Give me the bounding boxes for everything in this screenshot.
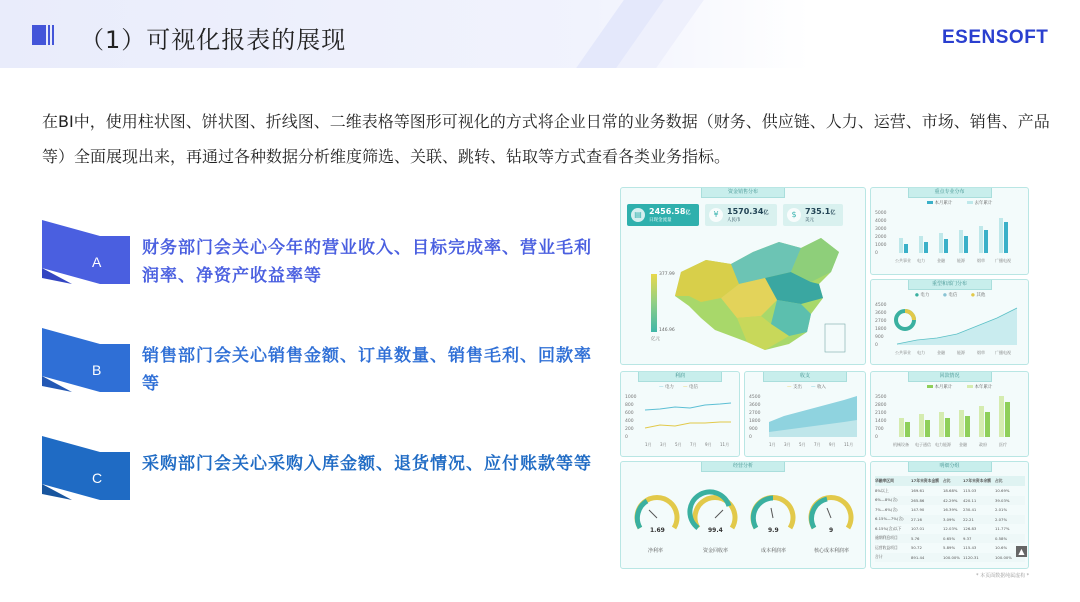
table-cell: 100.00%	[943, 554, 960, 560]
gauge-panel: 经营分析 1.69 净利率 99.4 资金回收率 9.9 成本利润率 9 核心成本利润率	[620, 461, 866, 569]
svg-text:2100: 2100	[875, 411, 887, 416]
page-title: （1）可视化报表的展现	[80, 26, 347, 54]
svg-text:电子通信: 电子通信	[915, 442, 931, 447]
table-cell: 0.58%	[995, 535, 1008, 541]
kpi-usd: $ 735.1亿 美元	[783, 204, 843, 226]
detail-table: 华融率区间 17年末资本金额 占比 17年末资本余额 占比 8%以上 169.61 18.68% 115.03 10.69% 6%—8%(含) 265.86 42.29% 420.11 39.03% 7%—6%(含) 147.90 16.39% 230.41 2.01% 6.15%—7%(含) 27.16 3.09% 22.21 2.07% 6.15%(含)以下 107.01 12.03% 126.83 11.77% 逾期利息项目 5.76 0.65% 9.37 0.58% 运营收益项目 50.72 5.89% 115.43 10.6% 合计 891.44 100.00% 1120.31 100.00%	[875, 476, 1025, 562]
svg-text:9月: 9月	[705, 442, 712, 447]
area-chart	[875, 300, 1025, 362]
svg-text:4000: 4000	[875, 219, 887, 224]
table-cell: 1120.31	[963, 554, 979, 560]
svg-text:4500: 4500	[749, 395, 761, 400]
table-cell: 50.72	[911, 545, 922, 551]
table-cell: 12.03%	[943, 526, 958, 532]
table-cell: 2.01%	[995, 507, 1008, 513]
table-row	[875, 515, 1025, 525]
table-panel: 明细分组 华融率区间 17年末资本金额 占比 17年末资本余额 占比 8%以上 169.61 18.68% 115.03 10.69% 6%—8%(含) 265.86 42.29% 420.11 39.03% 7%—6%(含) 147.90 16.39% 230.41 2.01% 6.15%—7%(含) 27.16 3.09% 22.21 2.07% 6.15%(含)以下 107.01 12.03% 126.83 11.77% 逾期利息项目 5.76 0.65% 9.37 0.58% 运营收益项目 50.72 5.89% 115.43 10.6% 合计 891.44 100.00% 1120.31 100.00%	[870, 461, 1029, 569]
table-row	[875, 553, 1025, 563]
svg-text:核心成本利润率: 核心成本利润率	[814, 548, 850, 554]
table-cell: 11.77%	[995, 526, 1010, 532]
ribbon-c: C	[42, 436, 130, 490]
table-cell: 147.90	[911, 507, 925, 513]
svg-text:广播电视: 广播电视	[995, 258, 1011, 263]
svg-text:9.9: 9.9	[768, 527, 779, 534]
svg-text:0: 0	[625, 435, 628, 440]
svg-text:1400: 1400	[875, 419, 887, 424]
collect-panel: 回款情况 本月累计 本年累计 3500 2800 2100 1400 700 0 机械设备 电子通信 电力能源 金融 政府 医疗	[870, 371, 1029, 457]
svg-text:医疗: 医疗	[999, 442, 1007, 447]
svg-text:广播电视: 广播电视	[995, 350, 1011, 355]
svg-text:4500: 4500	[875, 303, 887, 308]
gauge-row	[627, 484, 859, 564]
scroll-to-top-button[interactable]: ▲	[1016, 546, 1027, 557]
svg-text:7月: 7月	[814, 442, 821, 447]
svg-text:机械设备: 机械设备	[893, 442, 909, 447]
svg-text:9: 9	[829, 527, 834, 534]
svg-text:0: 0	[749, 435, 752, 440]
income-panel: 收支 — 支出 — 收入 4500 3600 2700 1800 900 0 1月 3月 5月 7月 9月 11月	[744, 371, 866, 457]
table-row	[875, 505, 1025, 515]
wallet-icon: ▤	[631, 208, 645, 222]
table-cell: 合计	[875, 554, 883, 560]
svg-text:电力能源: 电力能源	[935, 442, 951, 447]
table-row	[875, 534, 1025, 544]
svg-text:2700: 2700	[749, 411, 761, 416]
svg-text:公共事业: 公共事业	[895, 258, 911, 263]
table-cell: 265.86	[911, 497, 925, 503]
svg-text:900: 900	[875, 335, 884, 340]
table-cell: 8%以上	[875, 487, 889, 493]
svg-text:3500: 3500	[875, 395, 887, 400]
table-cell: 6%—8%(含)	[875, 497, 898, 503]
table-cell: 运营收益项目	[875, 544, 898, 550]
svg-text:1000: 1000	[875, 243, 887, 248]
dashboard-screenshot	[620, 187, 1028, 569]
area-panel: 重型和部门分布 ● 电力 ● 电信 ● 其他 4500 3600 2700 1800 900 0 公共事业 电力 金融 能源 烟草 广播电视	[870, 279, 1029, 365]
table-row	[875, 496, 1025, 506]
profit-panel: 利润 — 电力 — 电信 1000 800 600 400 200 0 1月 3月 5月 7月 9月 11月	[620, 371, 740, 457]
table-cell: 18.68%	[943, 488, 958, 494]
svg-text:0: 0	[875, 251, 878, 256]
svg-text:900: 900	[749, 427, 758, 432]
svg-text:2700: 2700	[875, 319, 887, 324]
svg-text:烟草: 烟草	[977, 258, 985, 263]
svg-text:1月: 1月	[645, 442, 652, 447]
table-cell: 115.03	[963, 488, 977, 494]
table-cell: 891.44	[911, 554, 925, 560]
svg-text:400: 400	[625, 419, 634, 424]
svg-text:1800: 1800	[875, 327, 887, 332]
svg-text:2000: 2000	[875, 235, 887, 240]
table-cell: 107.01	[911, 526, 925, 532]
svg-text:99.4: 99.4	[708, 527, 723, 534]
table-cell: 169.61	[911, 488, 925, 494]
svg-text:净利率: 净利率	[648, 548, 664, 554]
svg-text:资金回收率: 资金回收率	[703, 548, 729, 554]
table-cell: 0.65%	[943, 535, 956, 541]
svg-text:2800: 2800	[875, 403, 887, 408]
section-marker-icon	[32, 25, 54, 45]
bar-chart	[875, 208, 1025, 270]
svg-text:600: 600	[625, 411, 634, 416]
svg-text:1800: 1800	[749, 419, 761, 424]
svg-text:3000: 3000	[875, 227, 887, 232]
svg-text:700: 700	[875, 427, 884, 432]
bar-panel: 重点专业分布 本月累计 去年累计 5000 4000 3000 2000 1000 0 公共事业 电力 金融 能源 烟草 广播电视	[870, 187, 1029, 275]
svg-text:1.69: 1.69	[650, 527, 665, 534]
profit-line-chart	[625, 392, 737, 454]
table-cell: 115.43	[963, 545, 977, 551]
svg-text:200: 200	[625, 427, 634, 432]
table-cell: 逾期利息项目	[875, 535, 898, 541]
table-row	[875, 524, 1025, 534]
table-cell: 5.89%	[943, 545, 956, 551]
svg-text:能源: 能源	[957, 258, 965, 263]
item-text-a: 财务部门会关心今年的营业收入、目标完成率、营业毛利润率、净资产收益率等	[142, 238, 592, 286]
table-cell: 2.07%	[995, 516, 1008, 522]
table-cell: 22.21	[963, 516, 974, 522]
yen-icon: ¥	[709, 208, 723, 222]
table-cell: 10.6%	[995, 545, 1008, 551]
kpi-cash: ▤ 2456.58亿 日现金流量	[627, 204, 699, 226]
svg-text:0: 0	[875, 435, 878, 440]
collect-bar-chart	[875, 392, 1025, 454]
svg-text:5000: 5000	[875, 211, 887, 216]
svg-text:1月: 1月	[769, 442, 776, 447]
table-cell: 230.41	[963, 507, 977, 513]
table-cell: 10.69%	[995, 488, 1010, 494]
svg-text:金融: 金融	[937, 350, 945, 355]
svg-text:800: 800	[625, 403, 634, 408]
svg-text:成本利润率: 成本利润率	[761, 548, 787, 554]
svg-text:5月: 5月	[675, 442, 682, 447]
svg-text:9月: 9月	[829, 442, 836, 447]
svg-text:公共事业: 公共事业	[895, 350, 911, 355]
table-cell: 7%—6%(含)	[875, 506, 898, 512]
ribbon-b: B	[42, 328, 130, 382]
brand-logo: ESENSOFT	[942, 27, 1049, 48]
kpi-rmb: ¥ 1570.34亿 人民币	[705, 204, 777, 226]
svg-text:11月: 11月	[844, 442, 854, 447]
table-cell: 6.15%—7%(含)	[875, 516, 904, 522]
svg-text:0: 0	[875, 343, 878, 348]
map-legend	[651, 274, 657, 332]
table-cell: 9.37	[963, 535, 972, 541]
svg-text:3600: 3600	[749, 403, 761, 408]
svg-text:5月: 5月	[799, 442, 806, 447]
table-cell: 42.29%	[943, 497, 958, 503]
item-text-b: 销售部门会关心销售金额、订单数量、销售毛利、回款率等	[142, 346, 592, 394]
svg-text:金融: 金融	[959, 442, 967, 447]
table-row	[875, 543, 1025, 553]
svg-text:政府: 政府	[979, 442, 987, 447]
table-cell: 126.83	[963, 526, 977, 532]
table-cell: 39.03%	[995, 497, 1010, 503]
svg-text:1000: 1000	[625, 395, 637, 400]
intro-paragraph: 在BI中，使用柱状图、饼状图、折线图、二维表格等图形可视化的方式将企业日常的业务数据（财务、供应链、人力、运营、市场、销售、产品等）全面展现出来，再通过各种数据分析维度筛选、关联、跳转、钻取等方式查看各类业务指标。	[42, 112, 1050, 166]
table-cell: 420.11	[963, 497, 977, 503]
svg-text:能源: 能源	[957, 350, 965, 355]
table-cell: 16.39%	[943, 507, 958, 513]
ribbon-a: A	[42, 220, 130, 274]
svg-text:3月: 3月	[784, 442, 791, 447]
dollar-icon: $	[787, 208, 801, 222]
table-row	[875, 486, 1025, 496]
svg-text:电力: 电力	[917, 350, 925, 355]
svg-text:3600: 3600	[875, 311, 887, 316]
svg-text:3月: 3月	[660, 442, 667, 447]
footnote: * 本页面数据纯属虚构 *	[976, 573, 1030, 579]
svg-text:11月: 11月	[720, 442, 730, 447]
svg-text:7月: 7月	[690, 442, 697, 447]
table-cell: 100.00%	[995, 554, 1012, 560]
table-cell: 6.15%(含)以下	[875, 525, 902, 531]
map-panel: 资金销售分布 ▤ 2456.58亿 日现金流量 ¥ 1570.34亿 人民币 $ 735.1亿 美元 377.99 146.96 亿元	[620, 187, 866, 365]
svg-text:烟草: 烟草	[977, 350, 985, 355]
table-cell: 5.76	[911, 535, 920, 541]
table-cell: 27.16	[911, 516, 922, 522]
table-cell: 3.09%	[943, 516, 956, 522]
item-text-c: 采购部门会关心采购入库金额、退货情况、应付账款等等	[142, 454, 592, 474]
svg-text:电力: 电力	[917, 258, 925, 263]
svg-text:金融: 金融	[937, 258, 945, 263]
income-area-chart	[749, 392, 863, 454]
china-map	[661, 232, 851, 358]
